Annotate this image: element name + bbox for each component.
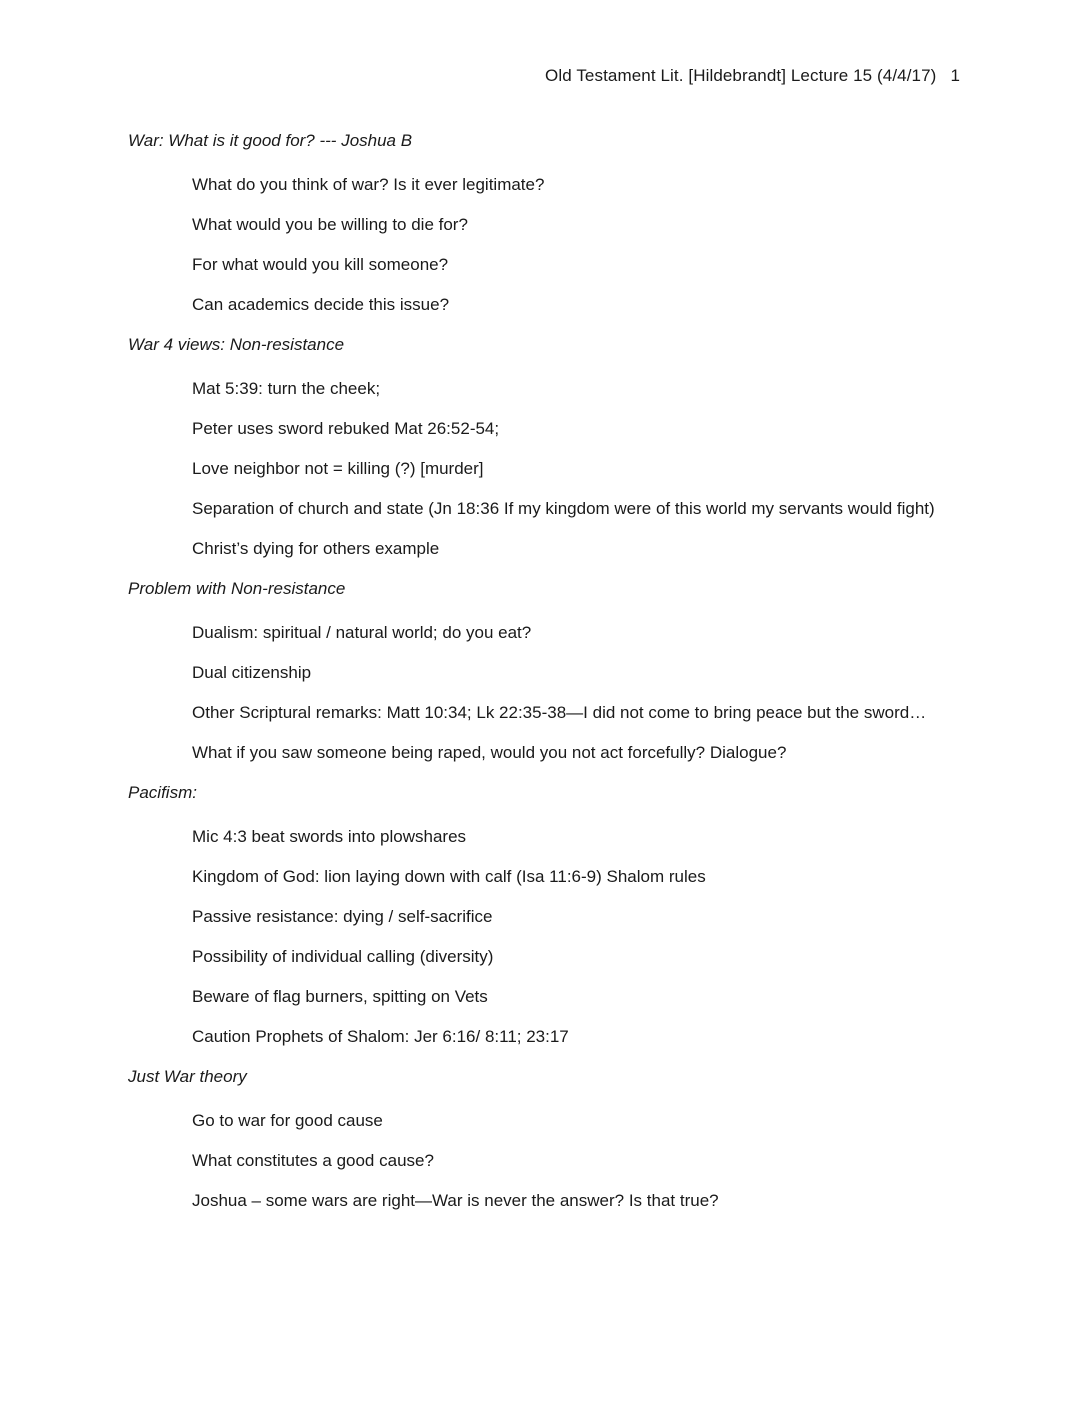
list-item: Beware of flag burners, spitting on Vets <box>192 987 488 1006</box>
section-pacifism <box>128 780 948 1050</box>
list-item: Love neighbor not = killing (?) [murder] <box>192 459 484 478</box>
list-item: What constitutes a good cause? <box>192 1151 434 1170</box>
list-item: Other Scriptural remarks: Matt 10:34; Lk 22:35-38—I did not come to bring peace but the sword… <box>192 703 927 722</box>
header-title: Old Testament Lit. [Hildebrandt] Lecture 15 (4/4/17) <box>545 66 937 85</box>
list-item: Can academics decide this issue? <box>192 295 450 314</box>
section-problem-non-resistance <box>128 576 948 766</box>
page-header <box>545 66 960 86</box>
list-item: Mic 4:3 beat swords into plowshares <box>192 827 467 846</box>
list-item: What if you saw someone being raped, would you not act forcefully? Dialogue? <box>192 743 787 762</box>
list-item: What would you be willing to die for? <box>192 215 468 234</box>
list-item: Go to war for good cause <box>192 1111 383 1130</box>
list-item: For what would you kill someone? <box>192 255 449 274</box>
list-item: Passive resistance: dying / self-sacrifice <box>192 907 493 926</box>
section-war-good-for <box>128 128 948 318</box>
list-item: Possibility of individual calling (diversity) <box>192 947 494 966</box>
section-heading: War 4 views: Non-resistance <box>128 335 345 354</box>
section-heading: Problem with Non-resistance <box>128 579 346 598</box>
section-heading: Pacifism: <box>128 783 197 802</box>
list-item: Dual citizenship <box>192 663 312 682</box>
list-item: Separation of church and state (Jn 18:36 If my kingdom were of this world my servants would fight) <box>192 499 935 518</box>
list-item: Caution Prophets of Shalom: Jer 6:16/ 8:11; 23:17 <box>192 1027 569 1046</box>
list-item: Peter uses sword rebuked Mat 26:52-54; <box>192 419 500 438</box>
list-item: What do you think of war? Is it ever legitimate? <box>192 175 545 194</box>
page-number: 1 <box>950 66 960 85</box>
section-heading: War: What is it good for? --- Joshua B <box>128 131 413 150</box>
list-item: Dualism: spiritual / natural world; do you eat? <box>192 623 532 642</box>
section-heading: Just War theory <box>128 1067 247 1086</box>
list-item: Joshua – some wars are right—War is never the answer? Is that true? <box>192 1191 719 1210</box>
list-item: Kingdom of God: lion laying down with calf (Isa 11:6-9) Shalom rules <box>192 867 706 886</box>
section-non-resistance <box>128 332 948 562</box>
section-just-war <box>128 1064 948 1214</box>
document-body <box>128 128 948 1228</box>
list-item: Mat 5:39: turn the cheek; <box>192 379 381 398</box>
list-item: Christ’s dying for others example <box>192 539 440 558</box>
